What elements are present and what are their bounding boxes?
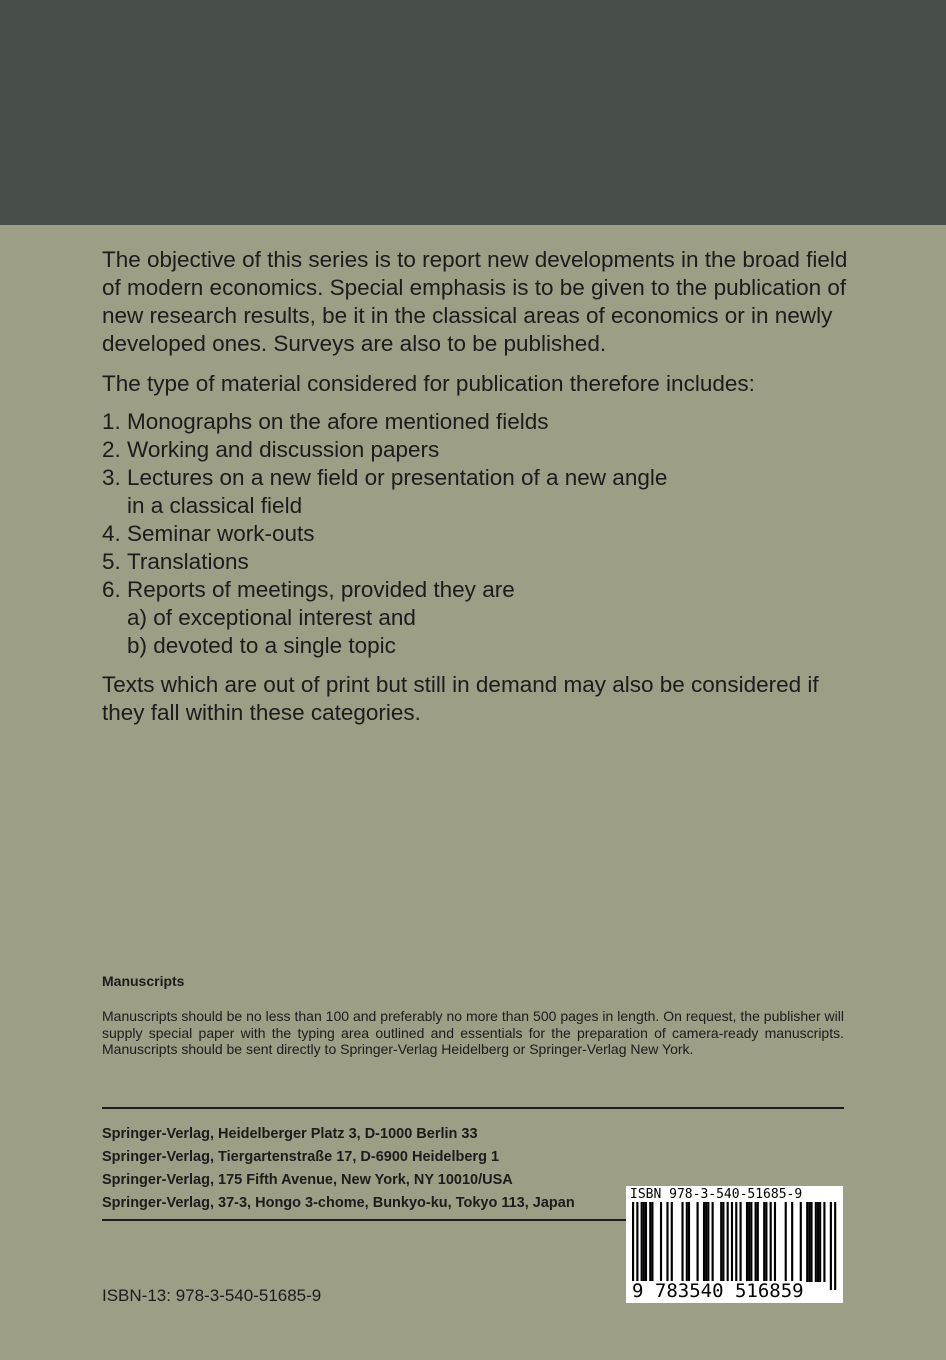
barcode-bar <box>641 1202 643 1282</box>
barcode-bar <box>651 1202 653 1282</box>
publisher-addresses <box>102 1123 622 1215</box>
address-line: Springer-Verlag, Tiergartenstraße 17, D-6900 Heidelberg 1 <box>102 1149 500 1165</box>
barcode-bar <box>712 1202 714 1282</box>
address-line: Springer-Verlag, Heidelberger Platz 3, D-1000 Berlin 33 <box>102 1126 478 1142</box>
barcode-bar <box>645 1202 647 1282</box>
barcode-bar <box>705 1202 707 1282</box>
barcode-bar <box>763 1202 765 1282</box>
barcode-bar <box>785 1202 787 1282</box>
list-subitem: b) devoted to a single topic <box>127 633 396 658</box>
list-item <box>102 464 862 520</box>
isbn-13-label: ISBN-13: 978-3-540-51685-9 <box>102 1286 322 1305</box>
material-list <box>102 408 862 660</box>
list-item-number: 2. <box>102 437 121 462</box>
barcode-bar <box>720 1202 722 1282</box>
barcode-bar <box>817 1202 819 1282</box>
barcode-bar <box>722 1202 724 1282</box>
series-objective-paragraph: The objective of this series is to report new developments in the broad field of modern economics. Special emphasis is to be given to the publication of new research results, be it in the classical areas of economics or in newly developed ones. Surveys are also to be published. <box>102 247 848 356</box>
barcode-bar <box>830 1202 832 1290</box>
barcode-bar <box>731 1202 733 1290</box>
list-subitem: a) of exceptional interest and <box>127 605 416 630</box>
barcode-bar <box>748 1202 750 1282</box>
barcode-isbn-label: ISBN 978-3-540-51685-9 <box>630 1187 803 1202</box>
barcode-bar <box>750 1202 752 1282</box>
list-item <box>102 548 862 576</box>
list-item <box>102 520 862 548</box>
barcode-bar <box>632 1202 634 1290</box>
list-item-number: 4. <box>102 521 121 546</box>
barcode-bar <box>755 1202 757 1282</box>
barcode-bar <box>735 1202 737 1290</box>
barcode-bar <box>770 1202 772 1282</box>
divider <box>102 1219 626 1221</box>
barcode-bar <box>727 1202 729 1282</box>
barcode <box>626 1186 843 1303</box>
barcode-bar <box>823 1202 825 1282</box>
barcode-bar <box>765 1202 767 1282</box>
barcode-bar <box>819 1202 821 1282</box>
list-item-text: Reports of meetings, provided they are <box>127 577 515 602</box>
barcode-bar <box>703 1202 705 1282</box>
list-item-text: Lectures on a new field or presentation of a new angle <box>127 465 668 490</box>
barcode-bar <box>808 1202 810 1282</box>
barcode-bar <box>686 1202 688 1282</box>
barcode-bar <box>681 1202 683 1282</box>
address-line: Springer-Verlag, 37-3, Hongo 3-chome, Bunkyo-ku, Tokyo 113, Japan <box>102 1195 575 1211</box>
list-item-number: 3. <box>102 465 121 490</box>
barcode-bar <box>707 1202 709 1282</box>
material-intro: The type of material considered for publication therefore includes: <box>102 371 755 396</box>
barcode-bar <box>740 1202 742 1282</box>
list-item-continuation: in a classical field <box>127 493 303 518</box>
list-item-text: Working and discussion papers <box>127 437 440 462</box>
barcode-bar <box>746 1202 748 1282</box>
barcode-bar <box>688 1202 690 1282</box>
barcode-bar <box>815 1202 817 1282</box>
barcode-bar <box>806 1202 808 1282</box>
barcode-bar <box>666 1202 668 1282</box>
barcode-bar <box>636 1202 638 1290</box>
list-item-text: Monographs on the afore mentioned fields <box>127 409 549 434</box>
list-item <box>102 436 862 464</box>
manuscripts-body: Manuscripts should be no less than 100 and preferably no more than 500 pages in length. On request, the publisher will supply special paper with the typing area outlined and essentials for the preparation of camera-ready manuscripts. Manuscripts should be sent directly to Springer-Verlag Heidelberg or Springer-Verlag New York. <box>102 1008 844 1057</box>
barcode-bar <box>774 1202 776 1282</box>
barcode-bar <box>697 1202 699 1282</box>
barcode-bar <box>834 1202 836 1290</box>
list-item <box>102 576 862 660</box>
divider <box>102 1107 844 1109</box>
barcode-bar <box>643 1202 645 1282</box>
barcode-bar <box>671 1202 673 1282</box>
manuscripts-heading: Manuscripts <box>102 973 185 989</box>
address-line: Springer-Verlag, 175 Fifth Avenue, New York, NY 10010/USA <box>102 1172 513 1188</box>
barcode-digits: 9 783540 516859 <box>632 1280 804 1302</box>
list-item-number: 6. <box>102 577 121 602</box>
list-item-number: 5. <box>102 549 121 574</box>
barcode-bar <box>649 1202 651 1282</box>
closing-paragraph: Texts which are out of print but still in demand may also be considered if they fall within these categories. <box>102 672 819 725</box>
barcode-bar <box>810 1202 812 1282</box>
barcode-bar <box>757 1202 759 1282</box>
list-item-text: Translations <box>127 549 249 574</box>
cover-top-band <box>0 0 946 225</box>
barcode-bar <box>800 1202 802 1282</box>
list-item-text: Seminar work-outs <box>127 521 315 546</box>
barcode-bar <box>791 1202 793 1282</box>
list-item-number: 1. <box>102 409 121 434</box>
list-item <box>102 408 862 436</box>
barcode-bar <box>660 1202 662 1282</box>
